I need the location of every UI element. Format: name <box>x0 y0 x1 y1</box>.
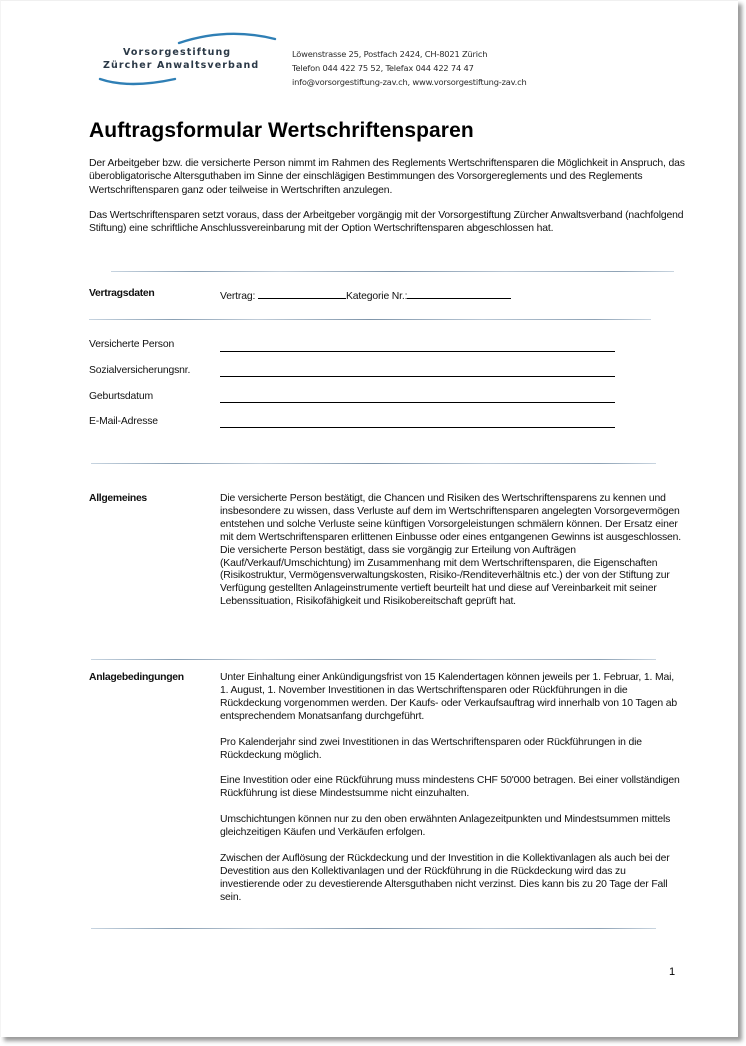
field-label-geburtsdatum: Geburtsdatum <box>89 391 154 402</box>
intro-paragraph-1: Der Arbeitgeber bzw. die versicherte Person nimmt im Rahmen des Reglements Wertschriftensparen die Möglichkeit in Anspruch, das überobligatorische Altersguthaben im Sinne der einschlägigen Bestimmungen des Vorsorgereglements und des Reglements Wertschriftensparen ganz oder teilweise in Wertschriften anzulegen. <box>89 158 685 196</box>
logo-arcs-icon <box>97 29 277 89</box>
contact-line: info@vorsorgestiftung-zav.ch, www.vorsorgestiftung-zav.ch <box>292 77 527 87</box>
anlagebedingungen-text <box>220 672 685 918</box>
geburtsdatum-input[interactable] <box>220 402 615 403</box>
divider <box>91 659 656 660</box>
divider <box>111 271 674 272</box>
page-number: 1 <box>669 966 676 978</box>
anlagebedingungen-paragraph: Pro Kalenderjahr sind zwei Investitionen in das Wertschriftensparen oder Rückführungen in die Rückdeckung möglich. <box>220 736 642 761</box>
address-line: Löwenstrasse 25, Postfach 2424, CH-8021 Zürich <box>292 49 488 59</box>
versicherte-person-input[interactable] <box>220 351 615 352</box>
intro-paragraph-2: Das Wertschriftensparen setzt voraus, dass der Arbeitgeber vorgängig mit der Vorsorgestiftung Zürcher Anwaltsverband (nachfolgend Stiftung) eine schriftliche Anschlussvereinbarung mit der Option Wertschriftensparen abgeschlossen hat. <box>89 210 684 235</box>
anlagebedingungen-paragraph: Eine Investition oder eine Rückführung muss mindestens CHF 50'000 betragen. Bei einer vollständigen Rückführung ist diese Mindestsumme nicht einzuhalten. <box>220 775 680 800</box>
vertrag-input[interactable] <box>258 288 346 299</box>
logo-text-line2: Zürcher Anwaltsverband <box>103 60 260 71</box>
anlagebedingungen-paragraph: Unter Einhaltung einer Ankündigungsfrist von 15 Kalendertagen können jeweils per 1. Februar, 1. Mai, 1. August, 1. November Investitionen in das Wertschriftensparen oder Rückführungen in die Rückdeckung vorgenommen werden. Der Kaufs- oder Verkaufsauftrag wird innerhalb von 10 Tagen ab entsprechendem Monatsanfang durchgeführt. <box>220 672 678 722</box>
section-heading-allgemeines: Allgemeines <box>89 493 147 504</box>
field-label-sozialversicherungsnr: Sozialversicherungsnr. <box>89 365 191 376</box>
vertrag-field <box>220 288 511 302</box>
kategorie-label: Kategorie Nr.: <box>345 291 408 302</box>
email-input[interactable] <box>220 427 615 428</box>
field-label-versicherte-person: Versicherte Person <box>89 339 175 350</box>
allgemeines-paragraph: Die versicherte Person bestätigt, dass sie vorgängig zur Erteilung von Aufträgen (Kauf/Verkauf/Umschichtung) im Zusammenhang mit dem Wertschriftensparen, die Eigenschaften (Risikostruktur, Vermögensverwaltungskosten, Risiko-/Renditeverhältnis etc.) der von der Stiftung zur Verfügung gestellten Anlageinstrumente vertieft beurteilt hat und diese auf Vereinbarkeit mit seiner Lebenssituation, Risikofähigkeit und Risikobereitschaft geprüft hat. <box>220 544 670 608</box>
logo-text-line1: Vorsorgestiftung <box>123 47 232 58</box>
phone-line: Telefon 044 422 75 52, Telefax 044 422 74 47 <box>292 63 474 73</box>
allgemeines-paragraph: Die versicherte Person bestätigt, die Chancen und Risiken des Wertschriftensparens zu kennen und insbesondere zu wissen, dass Verluste auf dem im Wertschriftensparen angelegten Vorsorgevermögen entstehen und solche Verluste seine künftigen Vorsorgeleistungen schmälern können. Der Ersatz einer mit dem Wertschriftensparen erlittenen Einbusse oder eines entgangenen Gewinns ist ausgeschlossen. <box>220 493 682 543</box>
divider <box>91 928 656 929</box>
anlagebedingungen-paragraph: Zwischen der Auflösung der Rückdeckung und der Investition in die Kollektivanlagen als auch bei der Devestition aus den Kollektivanlagen und der Rückführung in die Rückdeckung wird das zu investierende oder zu devestierende Altersguthaben nicht verzinst. Dies kann bis zu 20 Tage der Fall sein. <box>220 853 670 903</box>
divider <box>91 463 656 464</box>
kategorie-input[interactable] <box>407 288 511 299</box>
page-title: Auftragsformular Wertschriftensparen <box>89 119 474 142</box>
field-label-email: E-Mail-Adresse <box>89 416 158 427</box>
vertrag-label: Vertrag: <box>220 291 256 302</box>
divider <box>89 319 651 320</box>
sozialversicherungsnr-input[interactable] <box>220 376 615 377</box>
logo <box>97 29 267 89</box>
organization-address <box>292 47 527 89</box>
allgemeines-text <box>220 493 685 609</box>
anlagebedingungen-paragraph: Umschichtungen können nur zu den oben erwähnten Anlagezeitpunkten und Mindestsummen mittels gleichzeitigen Käufen und Verkäufen erfolgen. <box>220 814 671 839</box>
section-heading-anlagebedingungen: Anlagebedingungen <box>89 672 184 683</box>
section-heading-vertragsdaten: Vertragsdaten <box>89 288 155 299</box>
